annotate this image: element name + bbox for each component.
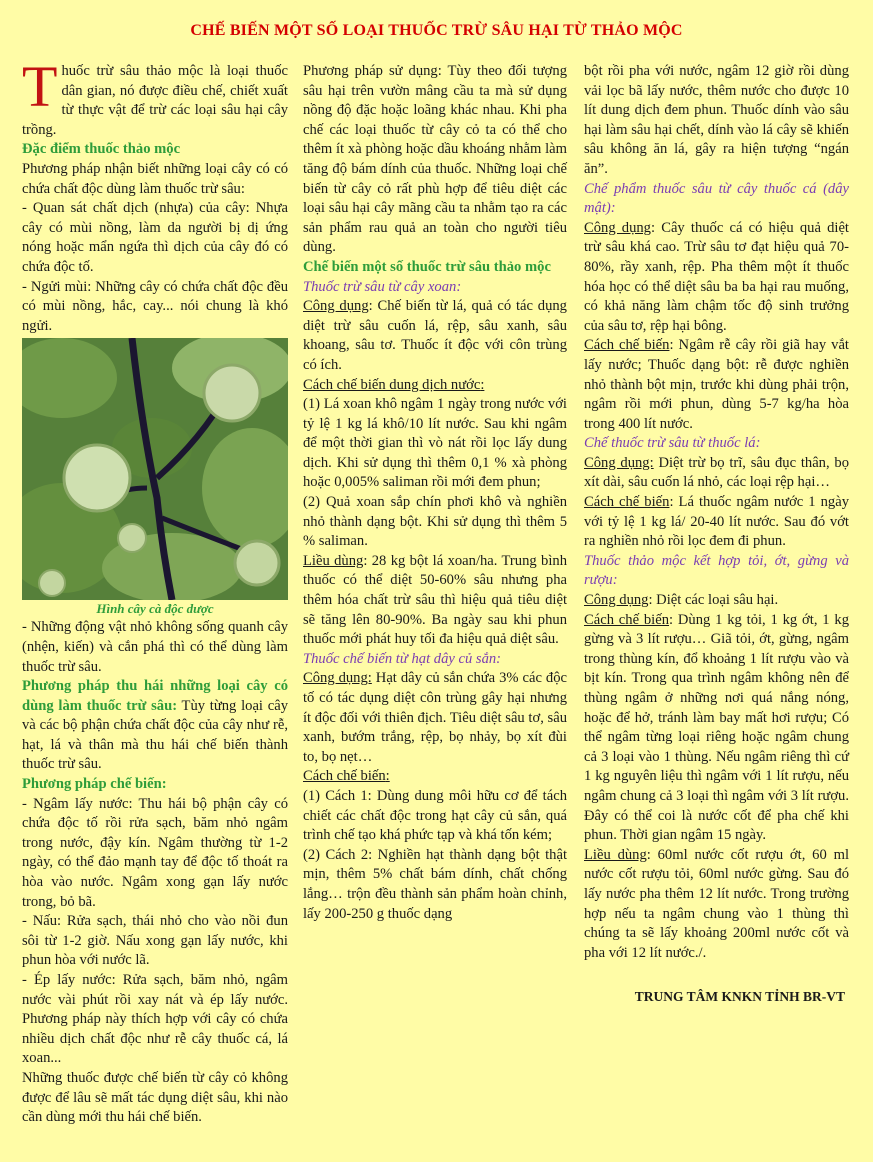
subheading-xoan: Thuốc trừ sâu từ cây xoan: [303,278,462,295]
la-method: Cách chế biến: Lá thuốc ngâm nước 1 ngày với tỷ lệ 1 kg lá/ 20-40 lít nước. Sau đó vớt ra nghiền nhỏ rồi lọc đem đi phun. [584,494,849,550]
paragraph: - Những động vật nhỏ không sống quanh cây (nhện, kiến) và cắn phá thì có thể dùng làm thuốc trừ sâu. [22,619,288,675]
san-method-label: Cách chế biến: [303,768,390,785]
xoan-method-label: Cách chế biến dung dịch nước: [303,376,485,393]
column-3 [584,62,849,1007]
paragraph: (1) Lá xoan khô ngâm 1 ngày trong nước với tỷ lệ 1 kg lá khô/10 lít nước. Sau khi ngâm để một thời gian thì vò nát rồi lọc lấy dung dịch. Khi sử dụng thì thêm 0,1 % xà phòng hoặc 0,005% saliman rồi mới đem phun; [303,396,567,491]
la-use: Công dụng: Diệt trừ bọ trĩ, sâu đục thân, bọ xít dài, sâu cuốn lá nhỏ, các loại rệp hại… [584,454,849,491]
paragraph: (2) Cách 2: Nghiền hạt thành dạng bột thật mịn, thêm 5% chất bám dính, chất chống lắng… trộn đều thành sản phẩm hoàn chỉnh, lấy 200-250 g thuốc dạng [303,846,567,922]
san-use: Công dụng: Hạt dây củ sắn chứa 3% các độc tố có tác dụng diệt côn trùng gây hại nhưng ít độc đối với thiên địch. Tiêu diệt sâu tơ, sâu xanh, bướm trắng, rệp, bọ nhảy, bọ xít đùi to, bọ nẹt… [303,670,567,765]
paragraph: Phương pháp nhận biết những loại cây có có chứa chất độc dùng làm thuốc trừ sâu: [22,160,288,197]
paragraph: - Quan sát chất dịch (nhựa) của cây: Nhựa cây có mùi nồng, làm da người bị dị ứng nóng hoặc mẩn ngứa thì dịch của cây đó có chứa độc tố. [22,200,288,275]
ca-method: Cách chế biến: Ngâm rễ cây rồi giã hay vắt lấy nước; Thuốc dạng bột: rễ được nghiền nhỏ thành bột mịn, trước khi dùng phải trộn, ngâm rồi mới phun, dùng 5-7 kg/ha hòa trong 400 lít nước. [584,337,849,432]
paragraph: - Ngâm lấy nước: Thu hái bộ phận cây có chứa độc tố rồi rửa sạch, băm nhỏ ngâm trong nước, đậy kín. Ngâm thường từ 1-2 ngày, có thể đảo mạnh tay để độc tố thoát ra hòa vào nước. Ngâm xong gạn lấy nước trong, bỏ bã. [22,795,288,910]
paragraph: - Ngửi mùi: Những cây có chứa chất độc đều có mùi nồng, hắc, cay... nói chung là khó ngửi. [22,278,288,334]
paragraph: Những thuốc được chế biến từ cây cỏ không được để lâu sẽ mất tác dụng diệt sâu, khi nào cần dùng mới thu hái chế biến. [22,1069,288,1126]
section-heading-harvest: Phương pháp thu hái những loại cây có dùng làm thuốc trừ sâu: [22,678,288,714]
paragraph: (2) Quả xoan sắp chín phơi khô và nghiền nhỏ thành dạng bột. Khi sử dụng thì thêm 5 % saliman. [303,494,567,550]
subheading-thuoc-la: Chế thuốc trừ sâu từ thuốc lá: [584,435,761,452]
intro-paragraph: Thuốc trừ sâu thảo mộc là loại thuốc dân gian, nó được điều chế, chiết xuất từ thực vật để trừ các loại sâu hại cây trồng. [22,54,288,138]
subheading-san: Thuốc chế biến từ hạt dây củ sắn: [303,650,502,667]
harvest-paragraph: Phương pháp thu hái những loại cây có dùng làm thuốc trừ sâu: Tùy từng loại cây và các bộ phận chứa chất độc của cây như rễ, hạt, lá và thân mà thu hái chế biến thành thuốc trừ sâu. [22,678,288,773]
mix-use: Công dụng: Diệt các loại sâu hại. [584,592,779,609]
photo-caption: Hình cây cà độc dược [96,601,214,617]
mix-dose: Liều dùng: 60ml nước cốt rượu ớt, 60 ml nước cốt rượu tỏi, 60ml nước gừng. Sau đó lấy nước pha thêm 12 lít nước. Trong trường hợp nếu ta ngâm chung vào 1 thùng thì chúng ta sẽ lấy khoảng 200ml nước cốt và pha với 12 lít nước./. [584,846,849,961]
paragraph: bột rồi pha với nước, ngâm 12 giờ rồi dùng vải lọc bã lấy nước, thêm nước cho được 10 lít dung dịch đem phun. Thuốc dính vào sâu hại làm sâu hại chết, dính vào lá cây sẽ khiến sâu không ăn lá, gây ra hiện tượng “ngán ăn”. [584,63,849,177]
article-title: CHẾ BIẾN MỘT SỐ LOẠI THUỐC TRỪ SÂU HẠI TỪ THẢO MỘC [190,22,683,39]
paragraph: (1) Cách 1: Dùng dung môi hữu cơ để tách chiết các chất độc trong hạt cây củ sắn, quá trình chế tạo khá phức tạp và khá tốn kém; [303,787,567,844]
datura-plant-photo [22,338,288,600]
xoan-use: Công dụng: Chế biến từ lá, quả có tác dụng diệt trừ sâu cuốn lá, rệp, sâu xanh, sâu khoang, sâu tơ. Thuốc ít độc với côn trùng có ích. [303,298,567,373]
subheading-thuoc-ca: Chế phẩm thuốc sâu từ cây thuốc cá (dây mật): [584,180,849,217]
paragraph: Phương pháp sử dụng: Tùy theo đối tượng sâu hại trên vườn mâng cầu ta mà sử dụng nồng độ đặc hoặc loãng khác nhau. Khi pha chế các loại thuốc từ cây cỏ ta có thể cho thêm ít xà phòng hoặc dầu khoáng nhằm làm tăng độ bám dính của thuốc. Những loại chế biến từ cây cỏ rất phù hợp để tiêu diệt các loại sâu hại cây mãng cầu ta nhằm tạo ra các sản phẩm rau quả an toàn cho người tiêu dùng. [303,63,567,256]
xoan-dose: Liều dùng: 28 kg bột lá xoan/ha. Trung bình thuốc có thể diệt 50-60% sâu nhưng pha thêm hóa chất trừ sâu thì hiệu quả tiêu diệt sẽ tăng lên 80-90%. Ba ngày sau khi phun thuốc mới phát huy tối đa hiệu quả diệt sâu. [303,552,567,648]
drop-cap: T [22,54,58,119]
section-heading-characteristics: Đặc điểm thuốc thảo mộc [22,141,181,158]
subheading-toi-ot-gung: Thuốc thảo mộc kết hợp tỏi, ớt, gừng và rượu: [584,552,849,589]
section-heading-processing: Phương pháp chế biến: [22,776,167,793]
author-footer: TRUNG TÂM KNKN TỈNH BR-VT [634,989,845,1005]
mix-method: Cách chế biến: Dùng 1 kg tỏi, 1 kg ớt, 1 kg gừng và 3 lít rượu… Giã tỏi, ớt, gừng, ngâm trong thùng kín, đổ khoảng 1 lít rượu vào và bịt kín. Trong qua trình ngâm không nên để thùng ngâm ở những nơi quá nắng nóng, hoặc để hở, tránh làm bay mất hơi rượu; Có thể ngâm từng loại riêng hoặc ngâm chung cả 3 loại vào 1 thùng. Nếu ngâm riêng thì cứ 1 kg nguyên liệu thì ngâm với 1 lít rượu, nếu ngâm chung cả 3 loại thì ngâm với 3 lít rượu. Đây có thể coi là nước cốt để pha chế khi phun. Thời gian ngâm 15 ngày. [584,611,849,844]
section-heading-recipes: Chế biến một số thuốc trừ sâu thảo mộc [303,258,551,275]
paragraph: - Ép lấy nước: Rửa sạch, băm nhỏ, ngâm nước vài phút rồi xay nát và ép lấy nước. Phương pháp này thích hợp với cây có chứa nhiều dịch chất độc như rễ cây thuốc cá, lá xoan... [22,972,288,1067]
column-1 [22,54,288,1128]
datura-plant-image [22,338,288,600]
column-2 [303,62,567,924]
ca-use: Công dụng: Cây thuốc cá có hiệu quả diệt trừ sâu khá cao. Trừ sâu tơ đạt hiệu quả 70-80%, rầy xanh, rệp. Pha thêm một ít thuốc hóa học có thể diệt sâu ba ba hại rau muống, có khả năng làm chậm tốc độ sinh trưởng của sâu tơ, rệp hại bông. [584,219,849,334]
paragraph: - Nấu: Rửa sạch, thái nhỏ cho vào nồi đun sôi từ 1-2 giờ. Nấu xong gạn lấy nước, khi phun hòa với nước lã. [22,913,288,969]
